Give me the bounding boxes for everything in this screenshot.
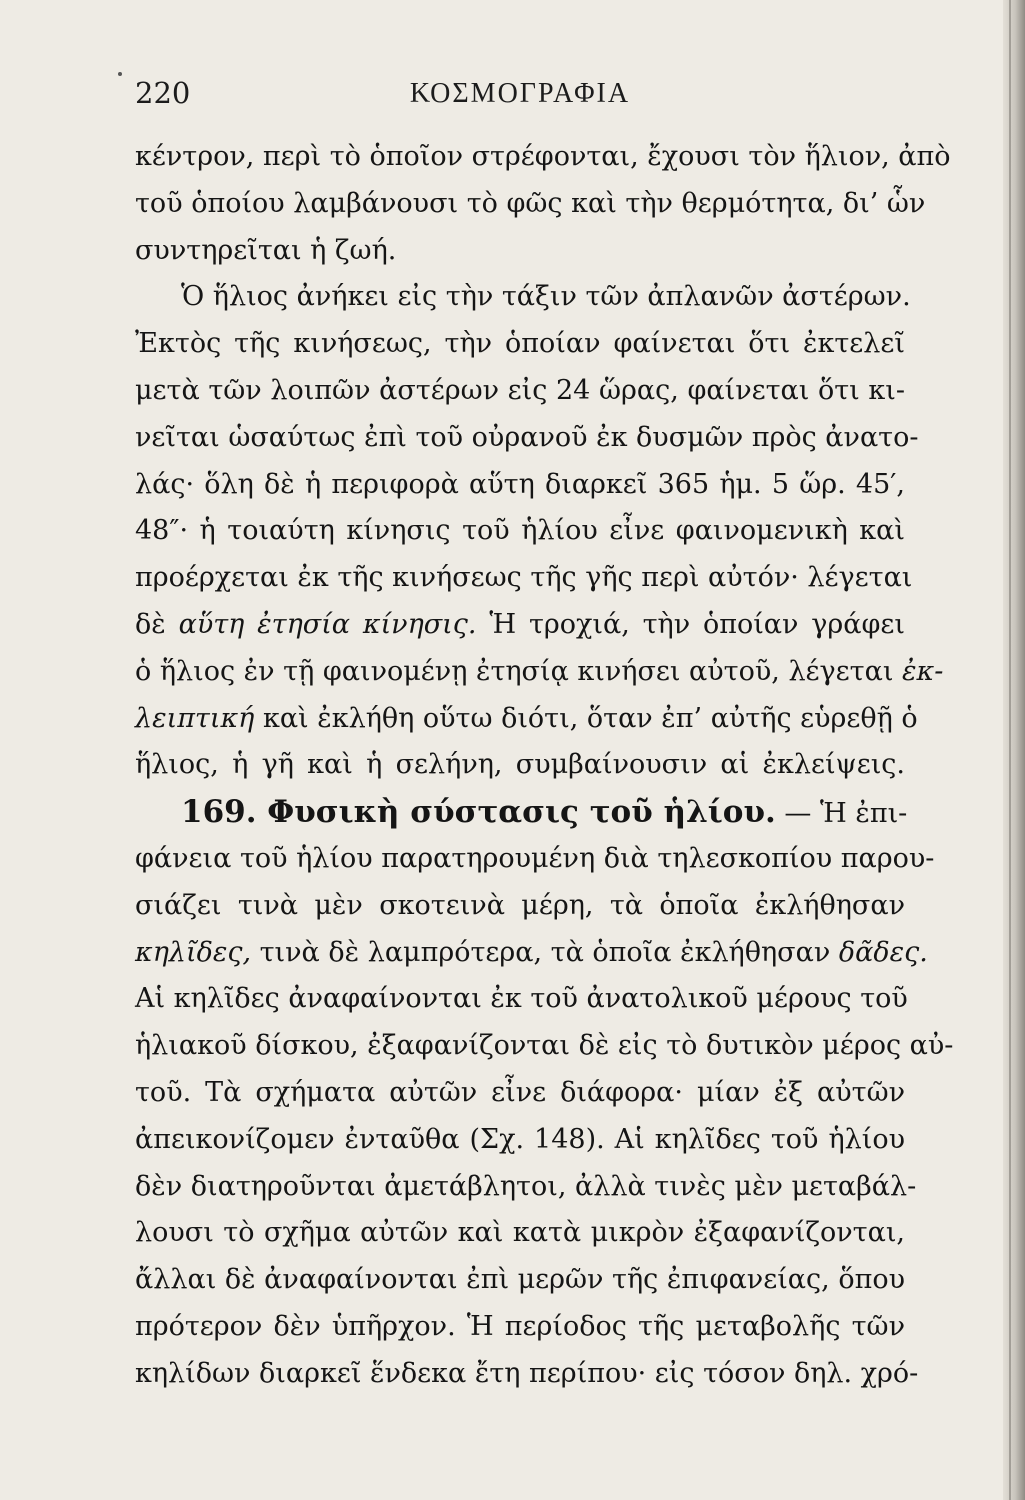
italic-term: κηλῖδες, bbox=[135, 936, 252, 968]
italic-term: ἐκ- bbox=[902, 655, 944, 687]
text-line bbox=[135, 649, 944, 696]
text-line: πρότερον δὲν ὑπῆρχον. Ἡ περίοδος τῆς μεταβολῆς τῶν bbox=[135, 1310, 905, 1342]
body-text bbox=[135, 134, 954, 1398]
text-line: λουσι τὸ σχῆμα αὐτῶν καὶ κατὰ μικρὸν ἐξαφανίζονται, bbox=[135, 1217, 905, 1249]
page-edge-line bbox=[1009, 0, 1011, 1500]
section-heading: 169. Φυσικὴ σύστασις τοῦ ἡλίου. bbox=[181, 794, 776, 831]
text-run: καὶ ἐκλήθη οὕτω διότι, ὅταν ἐπ’ αὐτῆς εὑρεθῇ ὁ bbox=[262, 702, 918, 734]
text-line bbox=[135, 696, 918, 743]
text-line: νεῖται ὡσαύτως ἐπὶ τοῦ οὐρανοῦ ἐκ δυσμῶν πρὸς ἀνατο- bbox=[135, 421, 919, 453]
page-header bbox=[135, 76, 905, 116]
paragraph-start-line: Ὁ ἥλιος ἀνήκει εἰς τὴν τάξιν τῶν ἀπλανῶν ἀστέρων. bbox=[181, 281, 911, 313]
text-line bbox=[135, 930, 928, 977]
text-run: Ἡ τροχιά, τὴν ὁποίαν γράφει bbox=[489, 608, 906, 640]
text-line: προέρχεται ἐκ τῆς κινήσεως τῆς γῆς περὶ αὐτόν· λέγεται bbox=[135, 562, 913, 594]
text-line: Αἱ κηλῖδες ἀναφαίνονται ἐκ τοῦ ἀνατολικοῦ μέρους τοῦ bbox=[135, 983, 908, 1015]
italic-term: λειπτική bbox=[135, 702, 255, 734]
text-line: τοῦ. Τὰ σχήματα αὐτῶν εἶνε διάφορα· μίαν ἐξ αὐτῶν bbox=[135, 1076, 905, 1108]
text-line: 48″· ἡ τοιαύτη κίνησις τοῦ ἡλίου εἶνε φαινομενικὴ καὶ bbox=[135, 515, 905, 547]
page-edge-shadow bbox=[1003, 0, 1025, 1500]
running-title: ΚΟΣΜΟΓΡΑΦΙΑ bbox=[409, 78, 631, 109]
section-heading-line bbox=[135, 789, 908, 836]
italic-term: δᾶδες. bbox=[838, 936, 928, 968]
text-run: τινὰ δὲ λαμπρότερα, τὰ ὁποῖα ἐκλήθησαν bbox=[259, 936, 831, 968]
text-line: ἀπεικονίζομεν ἐνταῦθα (Σχ. 148). Αἱ κηλῖδες τοῦ ἡλίου bbox=[135, 1123, 905, 1155]
text-line: τοῦ ὁποίου λαμβάνουσι τὸ φῶς καὶ τὴν θερμότητα, δι’ ὧν bbox=[135, 187, 926, 219]
text-line: δὲν διατηροῦνται ἀμετάβλητοι, ἀλλὰ τινὲς μὲν μεταβάλ- bbox=[135, 1170, 917, 1202]
text-run: ὁ ἥλιος ἐν τῇ φαινομένῃ ἐτησίᾳ κινήσει αὐτοῦ, λέγεται bbox=[135, 655, 894, 687]
text-line: λάς· ὅλη δὲ ἡ περιφορὰ αὕτη διαρκεῖ 365 ἡμ. 5 ὥρ. 45′, bbox=[135, 468, 905, 500]
text-line: κηλίδων διαρκεῖ ἕνδεκα ἔτη περίπου· εἰς τόσον δηλ. χρό- bbox=[135, 1357, 919, 1389]
text-line bbox=[135, 602, 905, 649]
text-line: Ἐκτὸς τῆς κινήσεως, τὴν ὁποίαν φαίνεται ὅτι ἐκτελεῖ bbox=[135, 328, 905, 360]
text-line: συντηρεῖται ἡ ζωή. bbox=[135, 234, 397, 266]
ink-speck bbox=[118, 72, 122, 76]
text-line: ἥλιος, ἡ γῆ καὶ ἡ σελήνη, συμβαίνουσιν αἱ ἐκλείψεις. bbox=[135, 749, 905, 781]
page-number: 220 bbox=[135, 76, 191, 110]
text-run: δὲ bbox=[135, 608, 166, 640]
text-line: ἄλλαι δὲ ἀναφαίνονται ἐπὶ μερῶν τῆς ἐπιφανείας, ὅπου bbox=[135, 1264, 905, 1296]
text-line: ἡλιακοῦ δίσκου, ἐξαφανίζονται δὲ εἰς τὸ δυτικὸν μέρος αὐ- bbox=[135, 1030, 954, 1062]
text-line: φάνεια τοῦ ἡλίου παρατηρουμένη διὰ τηλεσκοπίου παρου- bbox=[135, 842, 935, 874]
text-run: — Ἡ ἐπι- bbox=[784, 798, 908, 830]
text-line: κέντρον, περὶ τὸ ὁποῖον στρέφονται, ἔχουσι τὸν ἥλιον, ἀπὸ bbox=[135, 141, 951, 172]
text-line: σιάζει τινὰ μὲν σκοτεινὰ μέρη, τὰ ὁποῖα ἐκλήθησαν bbox=[135, 889, 905, 921]
italic-term: αὕτη ἐτησία κίνησις. bbox=[178, 608, 477, 640]
text-line: μετὰ τῶν λοιπῶν ἀστέρων εἰς 24 ὥρας, φαίνεται ὅτι κι- bbox=[135, 374, 905, 406]
